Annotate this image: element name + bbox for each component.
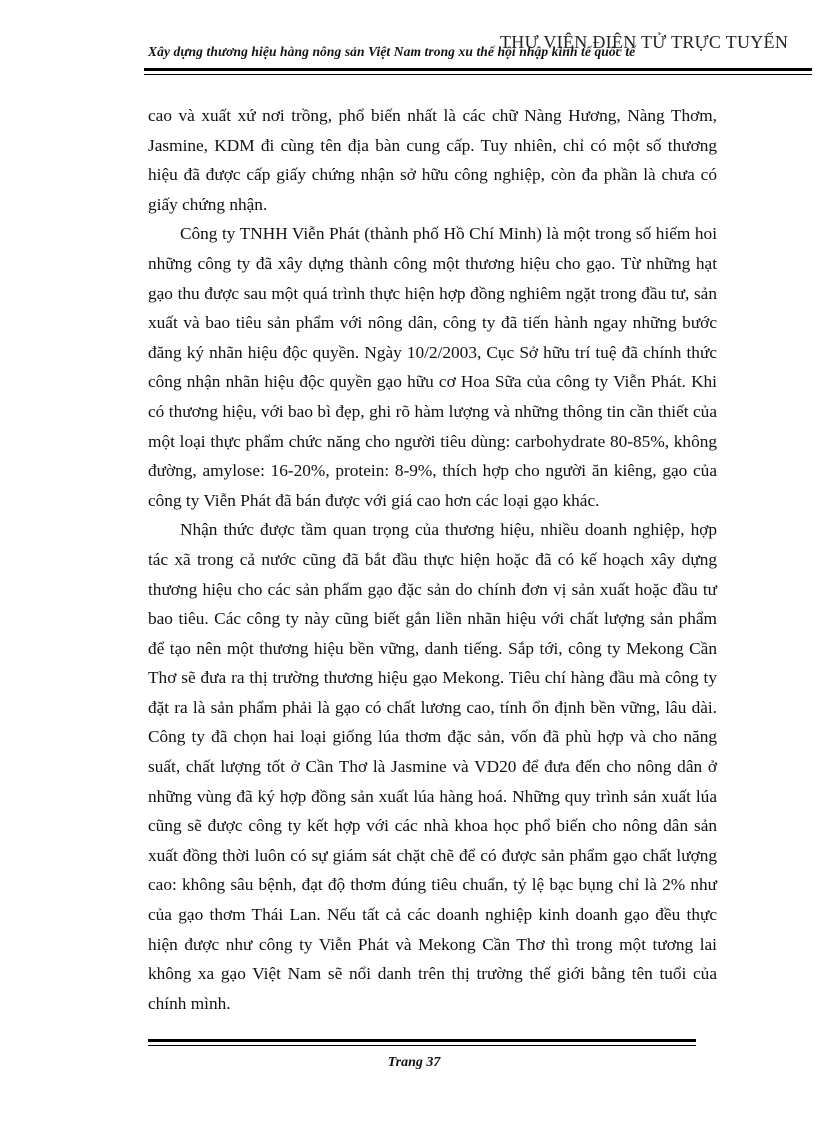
header-rule xyxy=(144,68,812,71)
paragraph-vien-phat: Công ty TNHH Viễn Phát (thành phố Hồ Chí Minh) là một trong số hiếm hoi những công ty đã xây dựng thành công một thương hiệu cho gạo. Từ những hạt gạo thu được sau một quá trình thực hiện hợp đồng nghiêm ngặt trong đầu tư, sản xuất và bao tiêu sản phẩm với nông dân, công ty đã tiến hành ngay những bước đăng ký nhãn hiệu độc quyền. Ngày 10/2/2003, Cục Sở hữu trí tuệ đã chính thức công nhận nhãn hiệu độc quyền gạo hữu cơ Hoa Sữa của công ty Viễn Phát. Khi có thương hiệu, với bao bì đẹp, ghi rõ hàm lượng và những thông tin cần thiết của một loại thực phẩm chức năng cho người tiêu dùng: carbohydrate 80-85%, không đường, amylose: 16-20%, protein: 8-9%, thích hợp cho người ăn kiêng, gạo của công ty Viễn Phát đã bán được với giá cao hơn các loại gạo khác. xyxy=(148,224,717,510)
watermark-text: THƯ VIỆN ĐIỆN TỬ TRỰC TUYẾN xyxy=(500,32,789,52)
footer-rule-thin xyxy=(148,1045,696,1046)
paragraph-mekong: Nhận thức được tầm quan trọng của thương hiệu, nhiều doanh nghiệp, hợp tác xã trong cả nước cũng đã bắt đầu thực hiện hoặc đã có kế hoạch xây dựng thương hiệu cho các sản phẩm gạo đặc sản do chính đơn vị sản xuất hoặc đầu tư bao tiêu. Các công ty này cũng biết gắn liền nhãn hiệu với chất lượng sản phẩm để tạo nên một thương hiệu bền vững, danh tiếng. Sắp tới, công ty Mekong Cần Thơ sẽ đưa ra thị trường thương hiệu gạo Mekong. Tiêu chí hàng đầu mà công ty đặt ra là sản phẩm phải là gạo có chất lương cao, tính ổn định bền vững, lâu dài. Công ty đã chọn hai loại giống lúa thơm đặc sản, vốn đã phù hợp và cho năng suất, chất lượng tốt ở Cần Thơ là Jasmine và VD20 để đưa đến cho nông dân ở những vùng đã ký hợp đồng sản xuất lúa hàng hoá. Những quy trình sản xuất lúa cũng sẽ được công ty kết hợp với các nhà khoa học phổ biến cho nông dân sản xuất đồng thời luôn có sự giám sát chặt chẽ để có được sản phẩm gạo chất lượng cao: không sâu bệnh, đạt độ thơm đúng tiêu chuẩn, tỷ lệ bạc bụng chỉ là 2% như của gạo thơm Thái Lan. Nếu tất cả các doanh nghiệp kinh doanh gạo đều thực hiện được như công ty Viễn Phát và Mekong Cần Thơ thì trong một tương lai không xa gạo Việt Nam sẽ nổi danh trên thị trường thế giới bằng tên tuổi của chính mình. xyxy=(148,520,717,1013)
page-number: Trang 37 xyxy=(387,1055,441,1070)
body-text xyxy=(148,101,717,1018)
header-rule-thin xyxy=(144,74,812,75)
page-number-container xyxy=(0,1055,816,1071)
footer-rule xyxy=(148,1039,696,1042)
paragraph-continued: cao và xuất xứ nơi trồng, phổ biến nhất là các chữ Nàng Hương, Nàng Thơm, Jasmine, KDM đi cùng tên địa bàn cung cấp. Tuy nhiên, chỉ có một số thương hiệu đã được cấp giấy chứng nhận sở hữu công nghiệp, còn đa phần là chưa có giấy chứng nhận. xyxy=(148,106,717,214)
running-header-title: Xây dựng thương hiệu hàng nông sản Việt Nam trong xu thế hội nhập kinh tế quốc tế xyxy=(148,44,636,59)
